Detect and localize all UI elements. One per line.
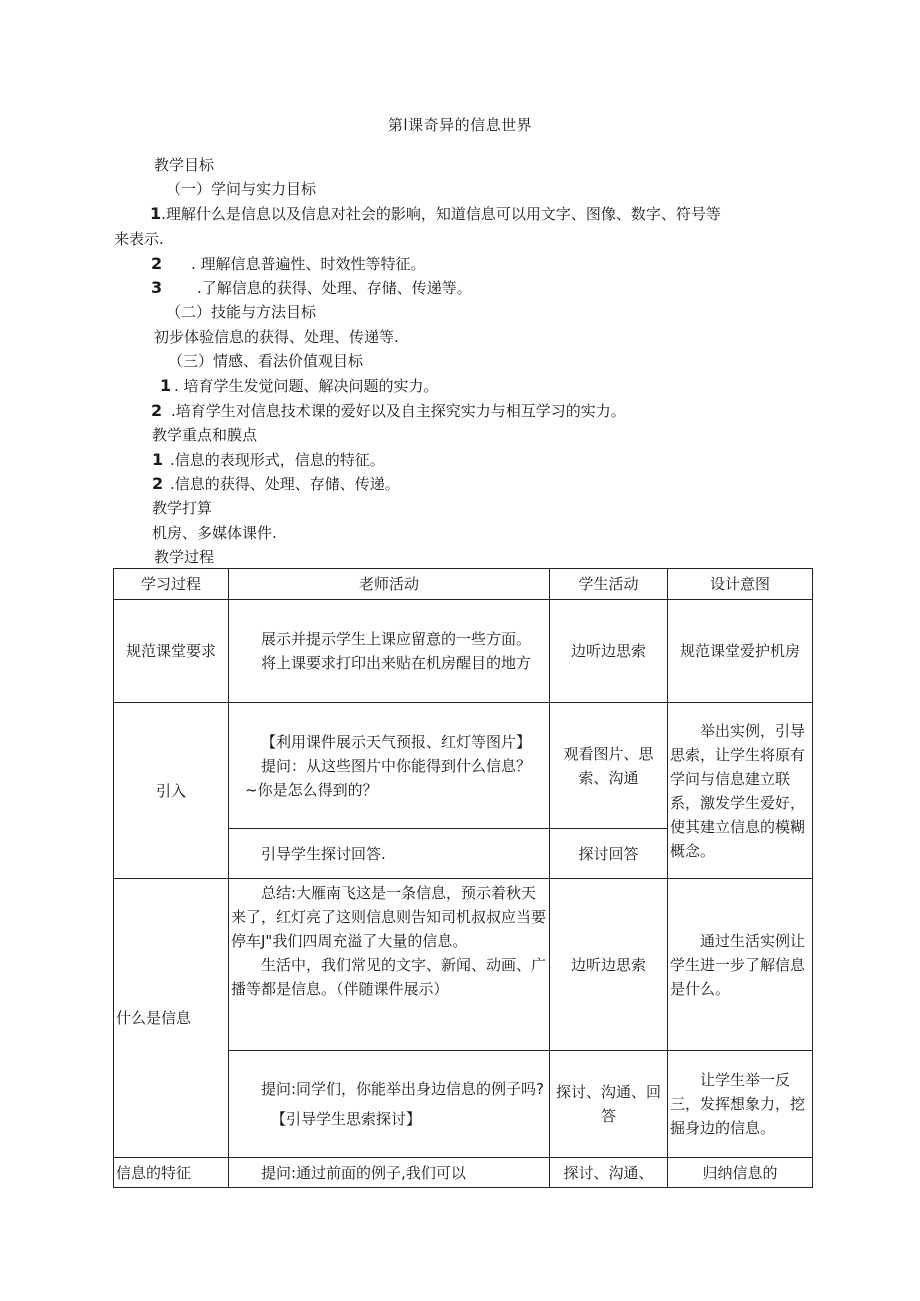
teacher-paragraph: ~你是怎么得到的？ <box>245 780 378 799</box>
student-cell: 探讨回答 <box>550 829 668 879</box>
objectives-sub2-text: 初步体验信息的获得、处理、传递等. <box>154 328 399 346</box>
table-row <box>114 879 813 1051</box>
item-number: 2 <box>151 254 163 273</box>
objectives-sub3: （三）情感、看法价值观目标 <box>168 352 364 370</box>
student-cell: 探讨、沟通、 <box>550 1158 668 1188</box>
item-number: 2 <box>152 474 164 493</box>
teacher-paragraph: 总结:大雁南飞这是一条信息，预示着秋天来了，红灯亮了这则信息则告知司机叔叔应当要停车J"我们四周充溢了大量的信息。 <box>231 884 547 950</box>
intent-cell: 举出实例，引导思索，让学生将原有学问与信息建立联系，激发学生爱好，使其建立信息的模糊概念。 <box>668 703 813 879</box>
stage-cell: 引入 <box>114 703 229 879</box>
item-text: .信息的获得、处理、存储、传递。 <box>170 475 400 493</box>
column-header: 学习过程 <box>114 569 229 600</box>
teacher-cell: 提问:通过前面的例子,我们可以 <box>229 1158 550 1188</box>
objectives-sub1: （一）学问与实力目标 <box>166 180 317 198</box>
student-cell: 观看图片、思索、沟通 <box>550 703 668 829</box>
teacher-paragraph: 【引导学生思索探讨】 <box>271 1110 422 1128</box>
lesson-title: 第l课奇异的信息世界 <box>387 116 533 134</box>
prep-text: 机房、多媒体课件. <box>152 524 277 542</box>
teacher-paragraph: 提问:同学们，你能举出身边信息的例子吗? <box>261 1080 545 1098</box>
item-number: 1 <box>160 376 172 395</box>
item-number: 3 <box>151 278 163 297</box>
keypoint-1 <box>152 449 385 471</box>
teacher-cell <box>229 703 550 829</box>
item-number: 2 <box>151 401 163 420</box>
item-text: .了解信息的获得、处理、存储、传递等。 <box>197 279 472 297</box>
stage-cell: 信息的特征 <box>114 1158 229 1188</box>
stage-cell: 规范课堂要求 <box>114 600 229 703</box>
column-header: 设计意图 <box>668 569 813 600</box>
teacher-paragraph: 提问：从这些图片中你能得到什么信息？ <box>261 756 532 775</box>
column-header: 老师活动 <box>229 569 550 600</box>
teacher-cell <box>229 879 550 1051</box>
objective-sub3-1 <box>160 375 439 397</box>
column-header: 学生活动 <box>550 569 668 600</box>
student-cell: 探讨、沟通、回答 <box>550 1051 668 1158</box>
objective-2 <box>151 253 426 275</box>
process-heading: 教学过程 <box>154 548 215 566</box>
teacher-paragraph: 生活中，我们常见的文字、新闻、动画、广播等都是信息。（伴随课件展示） <box>231 956 547 998</box>
table-row <box>114 600 813 703</box>
keypoints-heading: 教学重点和膜点 <box>152 426 258 444</box>
student-cell: 边听边思索 <box>550 879 668 1051</box>
objective-1-line1 <box>150 203 721 225</box>
keypoint-2 <box>152 473 400 495</box>
teacher-cell: 引导学生探讨回答. <box>229 829 550 879</box>
table-header-row <box>114 569 813 600</box>
teacher-paragraph: 将上课要求打印出来贴在机房醒目的地方 <box>261 654 532 672</box>
item-text: .信息的表现形式，信息的特征。 <box>170 451 385 469</box>
student-cell: 边听边思索 <box>550 600 668 703</box>
teacher-cell <box>229 600 550 703</box>
item-text: .培育学生对信息技术课的爱好以及自主探究实力与相互学习的实力。 <box>171 402 626 420</box>
item-text: .理解什么是信息以及信息对社会的影响，知道信息可以用文字、图像、数字、符号等 <box>161 205 721 223</box>
prep-heading: 教学打算 <box>152 499 213 517</box>
intent-cell: 让学生举一反三，发挥想象力，挖掘身边的信息。 <box>668 1051 813 1158</box>
item-number: 1 <box>152 450 164 469</box>
teacher-paragraph: 【利用课件展示天气预报、红灯等图片】 <box>261 732 532 751</box>
objectives-sub2: （二）技能与方法目标 <box>166 303 317 321</box>
objective-1-line2: 来表示. <box>114 230 164 248</box>
objective-3 <box>151 277 472 299</box>
item-text: . 理解信息普遍性、时效性等特征。 <box>191 255 426 273</box>
teacher-paragraph: 展示并提示学生上课应留意的一些方面。 <box>261 630 532 648</box>
item-text: . 培育学生发觉问题、解决问题的实力。 <box>174 377 439 395</box>
intent-cell: 规范课堂爱护机房 <box>668 600 813 703</box>
objectives-heading: 教学目标 <box>154 156 215 174</box>
table-row <box>114 703 813 829</box>
intent-cell: 通过生活实例让学生进一步了解信息是什么。 <box>668 879 813 1051</box>
stage-cell: 什么是信息 <box>114 879 229 1158</box>
teacher-cell <box>229 1051 550 1158</box>
table-row <box>114 1158 813 1188</box>
teaching-process-table <box>113 568 813 1188</box>
item-number: 1 <box>150 204 162 223</box>
intent-cell: 归纳信息的 <box>668 1158 813 1188</box>
objective-sub3-2 <box>151 400 626 422</box>
